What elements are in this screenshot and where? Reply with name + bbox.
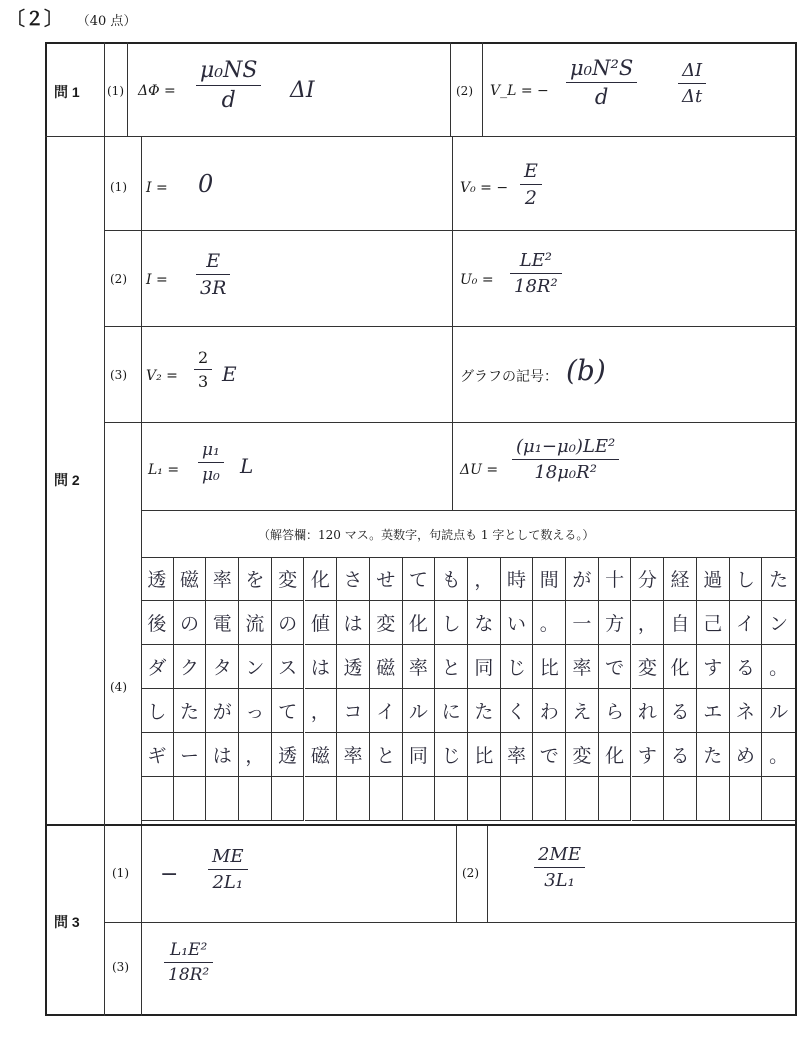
answer-grid-cell: る: [664, 733, 697, 777]
answer-grid-cell: [239, 777, 272, 821]
q3-3-denominator: 18R²: [168, 965, 210, 985]
answer-grid-cell: く: [501, 689, 534, 733]
answer-grid-cell: は: [206, 733, 239, 777]
answer-grid-cell: を: [239, 557, 272, 601]
answer-grid-cell: [533, 777, 566, 821]
q3-1-number: (1): [112, 866, 129, 880]
answer-grid-cell: は: [337, 601, 370, 645]
answer-grid-cell: と: [435, 645, 468, 689]
answer-grid-cell: [141, 777, 174, 821]
answer-grid-cell: 比: [468, 733, 501, 777]
q1-1-number: (1): [107, 84, 124, 98]
answer-grid-cell: れ: [632, 689, 665, 733]
q2-4-a-numerator: μ₁: [202, 440, 220, 460]
answer-grid-cell: イ: [370, 689, 403, 733]
q2-4-b-numerator: (μ₁−μ₀)LE²: [516, 436, 616, 457]
answer-grid-cell: 透: [272, 733, 305, 777]
q2-1-number: (1): [110, 180, 127, 194]
q3-2-denominator: 3L₁: [544, 870, 575, 891]
answer-grid-cell: 方: [599, 601, 632, 645]
q3-3-numerator: L₁E²: [169, 940, 208, 960]
answer-grid-cell: 時: [501, 557, 534, 601]
problem-number: 〔２〕: [6, 8, 64, 30]
answer-grid-cell: 磁: [174, 557, 207, 601]
answer-grid-cell: 流: [239, 601, 272, 645]
answer-grid-cell: 率: [501, 733, 534, 777]
q3-1-fraction: [208, 846, 248, 893]
q2-4-a-fraction: [198, 440, 224, 485]
q2-2-b-fraction: [510, 250, 562, 297]
q1-1-lhs: ΔΦ =: [138, 83, 176, 99]
answer-grid-cell: 化: [599, 733, 632, 777]
answer-grid-cell: い: [501, 601, 534, 645]
q1-2-denominator-b: Δt: [682, 86, 703, 107]
answer-grid-cell: 磁: [305, 733, 338, 777]
answer-grid-cell: コ: [337, 689, 370, 733]
answer-grid-cell: 経: [664, 557, 697, 601]
q2-label: 問 2: [54, 472, 80, 488]
answer-grid-cell: る: [730, 645, 763, 689]
q1-2-number: (2): [456, 84, 473, 98]
answer-grid-cell: 。: [533, 601, 566, 645]
answer-grid-cell: 分: [632, 557, 665, 601]
q2-2-a-denominator: 3R: [200, 277, 227, 299]
answer-grid-cell: エ: [697, 689, 730, 733]
q3-2-fraction: [534, 844, 585, 891]
answer-grid-cell: [337, 777, 370, 821]
answer-grid-cell: [206, 777, 239, 821]
answer-grid-cell: ル: [762, 689, 795, 733]
answer-grid-cell: 一: [566, 601, 599, 645]
q2-4-b-fraction: [512, 436, 619, 483]
q2-4-a-tail: L: [240, 454, 254, 478]
answer-grid-cell: の: [272, 601, 305, 645]
q3-1-denominator: 2L₁: [212, 872, 244, 893]
q2-2-b-denominator: 18R²: [514, 276, 558, 297]
problem-header: [6, 4, 136, 31]
answer-grid-cell: は: [305, 645, 338, 689]
answer-grid-cell: じ: [435, 733, 468, 777]
answer-grid-cell: る: [664, 689, 697, 733]
answer-grid-cell: 自: [664, 601, 697, 645]
answer-grid-cell: 変: [370, 601, 403, 645]
answer-grid-cell: て: [272, 689, 305, 733]
answer-grid-cell: [403, 777, 436, 821]
q2-2-b-lhs: U₀ =: [460, 272, 494, 288]
q2-4-answer-note: （解答欄：120 マス。英数字，句読点も 1 字として数える。）: [258, 528, 595, 542]
answer-grid-cell: が: [206, 689, 239, 733]
answer-grid-cell: す: [697, 645, 730, 689]
q2-3-b-lhs: グラフの記号：: [460, 369, 558, 385]
q1-2-fraction-b: [678, 60, 706, 107]
answer-grid-cell: 透: [337, 645, 370, 689]
answer-grid-cell: ダ: [141, 645, 174, 689]
answer-grid-cell: 電: [206, 601, 239, 645]
problem-points: （40 点）: [76, 14, 137, 29]
answer-grid-cell: っ: [239, 689, 272, 733]
answer-grid-cell: 同: [403, 733, 436, 777]
answer-grid-cell: ら: [599, 689, 632, 733]
answer-grid-cell: [174, 777, 207, 821]
answer-grid-cell: が: [566, 557, 599, 601]
answer-grid-cell: [272, 777, 305, 821]
answer-grid-cell: [566, 777, 599, 821]
answer-grid-cell: 変: [272, 557, 305, 601]
answer-grid-cell: [435, 777, 468, 821]
answer-grid-cell: 間: [533, 557, 566, 601]
answer-grid-cell: [697, 777, 730, 821]
answer-grid-cell: 化: [403, 601, 436, 645]
answer-grid-cell: [599, 777, 632, 821]
q2-1-b-fraction: [520, 160, 542, 209]
answer-grid-cell: 率: [337, 733, 370, 777]
answer-grid-cell: ，: [305, 689, 338, 733]
q1-1-fraction: [196, 58, 261, 113]
answer-grid-cell: 。: [762, 733, 795, 777]
q2-4-a-lhs: L₁ =: [148, 462, 180, 478]
answer-grid-cell: ，: [239, 733, 272, 777]
answer-grid-cell: タ: [206, 645, 239, 689]
answer-grid-cell: 比: [533, 645, 566, 689]
answer-grid-cell: [762, 777, 795, 821]
answer-grid-cell: 変: [632, 645, 665, 689]
answer-grid-cell: 率: [566, 645, 599, 689]
answer-grid-cell: ル: [403, 689, 436, 733]
q3-1-sign: −: [160, 862, 179, 887]
answer-grid-cell: の: [174, 601, 207, 645]
answer-grid-cell: 同: [468, 645, 501, 689]
q2-3-a-lhs: V₂ =: [146, 368, 178, 384]
answer-grid-cell: す: [632, 733, 665, 777]
q1-1-numerator: μ₀NS: [200, 58, 258, 83]
answer-grid-cell: 率: [206, 557, 239, 601]
answer-grid-cell: さ: [337, 557, 370, 601]
q2-1-b-denominator: 2: [524, 187, 537, 209]
answer-grid-cell: じ: [501, 645, 534, 689]
answer-grid-cell: せ: [370, 557, 403, 601]
q1-1-tail: ΔI: [290, 78, 315, 103]
answer-grid-cell: に: [435, 689, 468, 733]
q1-2-numerator-b: ΔI: [682, 60, 703, 81]
answer-grid-cell: ，: [468, 557, 501, 601]
q2-3-a-fraction: [194, 348, 212, 391]
q3-label: 問 3: [54, 914, 80, 930]
q3-3-fraction: [164, 940, 213, 985]
answer-grid-cell: ネ: [730, 689, 763, 733]
answer-grid-cell: 値: [305, 601, 338, 645]
q1-2-lhs: V_L = −: [490, 83, 549, 99]
q2-3-a-tail: E: [222, 362, 237, 386]
q3-1-numerator: ME: [212, 846, 244, 867]
answer-grid-cell: ス: [272, 645, 305, 689]
answer-grid-cell: ン: [762, 601, 795, 645]
q1-2-denominator: d: [594, 85, 609, 109]
q1-label: 問 1: [54, 84, 80, 100]
q2-2-number: (2): [110, 272, 127, 286]
answer-grid-cell: で: [599, 645, 632, 689]
answer-grid-cell: ン: [239, 645, 272, 689]
answer-grid-cell: て: [403, 557, 436, 601]
answer-grid-cell: 過: [697, 557, 730, 601]
answer-grid-cell: た: [697, 733, 730, 777]
answer-grid-cell: ギ: [141, 733, 174, 777]
answer-grid-cell: め: [730, 733, 763, 777]
answer-grid-cell: と: [370, 733, 403, 777]
q2-1-b-lhs: V₀ = −: [460, 180, 509, 196]
answer-grid-cell: 十: [599, 557, 632, 601]
q2-3-number: (3): [110, 368, 127, 382]
answer-grid-cell: た: [762, 557, 795, 601]
answer-grid-cell: [664, 777, 697, 821]
q3-2-numerator: 2ME: [538, 844, 582, 865]
q3-3-number: (3): [112, 960, 129, 974]
q2-4-a-denominator: μ₀: [202, 465, 220, 485]
answer-grid-cell: [468, 777, 501, 821]
answer-grid-cell: 化: [305, 557, 338, 601]
answer-grid-cell: イ: [730, 601, 763, 645]
answer-grid-cell: 己: [697, 601, 730, 645]
q2-1-a-value: 0: [198, 170, 214, 198]
answer-grid-cell: [370, 777, 403, 821]
answer-grid-cell: 磁: [370, 645, 403, 689]
answer-grid-cell: 透: [141, 557, 174, 601]
q2-1-b-numerator: E: [524, 160, 538, 182]
q2-3-b-value: (b): [566, 354, 606, 387]
answer-grid-cell: 後: [141, 601, 174, 645]
answer-grid-cell: し: [435, 601, 468, 645]
q2-3-a-denominator: 3: [198, 372, 209, 391]
q2-2-b-numerator: LE²: [519, 250, 552, 271]
q1-2-fraction: [566, 56, 637, 109]
answer-grid-cell: し: [730, 557, 763, 601]
answer-grid-cell: で: [533, 733, 566, 777]
answer-grid-cell: 率: [403, 645, 436, 689]
answer-grid-cell: [632, 777, 665, 821]
answer-grid-cell: た: [468, 689, 501, 733]
answer-grid-cell: 変: [566, 733, 599, 777]
answer-grid-cell: え: [566, 689, 599, 733]
answer-grid-cell: [501, 777, 534, 821]
answer-grid-cell: わ: [533, 689, 566, 733]
answer-grid-cell: [730, 777, 763, 821]
q3-2-number: (2): [462, 866, 479, 880]
answer-grid-cell: ク: [174, 645, 207, 689]
answer-grid-cell: な: [468, 601, 501, 645]
q2-4-b-denominator: 18μ₀R²: [534, 462, 597, 483]
q2-1-a-lhs: I =: [146, 180, 168, 196]
answer-grid-cell: 。: [762, 645, 795, 689]
q1-2-numerator: μ₀N²S: [570, 56, 634, 80]
q2-4-answer-grid: [141, 557, 795, 821]
answer-grid-cell: [305, 777, 338, 821]
q2-2-a-numerator: E: [206, 250, 221, 272]
q1-1-denominator: d: [221, 88, 236, 113]
q2-4-number: (4): [110, 680, 127, 694]
answer-grid-cell: 化: [664, 645, 697, 689]
answer-grid-cell: ，: [632, 601, 665, 645]
q2-3-a-numerator: 2: [198, 348, 209, 367]
answer-grid-cell: し: [141, 689, 174, 733]
answer-grid-cell: ー: [174, 733, 207, 777]
q2-2-a-fraction: [196, 250, 230, 299]
answer-grid-cell: た: [174, 689, 207, 733]
q2-4-b-lhs: ΔU =: [460, 462, 499, 478]
q2-2-a-lhs: I =: [146, 272, 168, 288]
answer-grid-cell: も: [435, 557, 468, 601]
